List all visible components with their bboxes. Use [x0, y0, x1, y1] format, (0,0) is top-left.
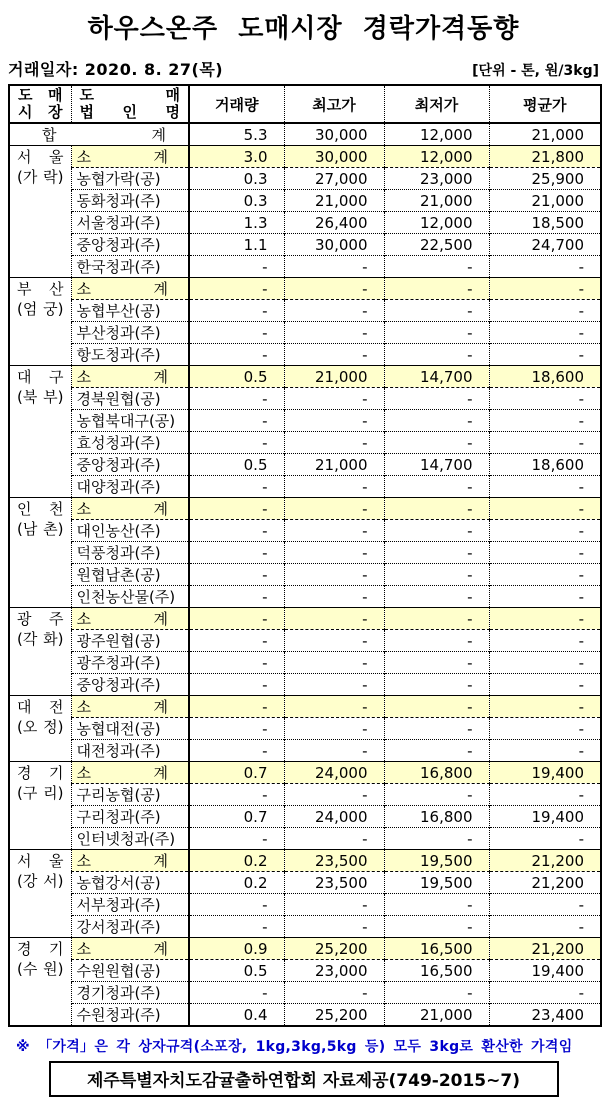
header-corp-line1: 도 매	[79, 86, 180, 104]
volume-cell: -	[189, 784, 284, 806]
avg-cell: -	[489, 740, 601, 762]
avg-cell: 24,700	[489, 234, 601, 256]
high-cell: -	[284, 674, 384, 696]
market-name: 대 구	[17, 368, 64, 386]
corp-name-cell: 부산청과(주)	[71, 322, 189, 344]
volume-cell: -	[189, 916, 284, 938]
high-cell: 21,000	[284, 454, 384, 476]
avg-cell: -	[489, 344, 601, 366]
avg-cell: 19,400	[489, 806, 601, 828]
high-cell: -	[284, 916, 384, 938]
low-cell: 14,700	[384, 454, 489, 476]
low-cell: -	[384, 916, 489, 938]
market-name: 서 울	[17, 148, 64, 166]
volume-cell: 0.4	[189, 1004, 284, 1027]
market-subname: (엄 궁)	[17, 300, 64, 318]
header-row	[9, 85, 601, 123]
avg-cell: -	[489, 894, 601, 916]
low-cell: -	[384, 476, 489, 498]
high-cell: -	[284, 432, 384, 454]
volume-cell: -	[189, 476, 284, 498]
corp-name-cell: 인천농산물(주)	[71, 586, 189, 608]
high-cell: -	[284, 982, 384, 1004]
table-row	[9, 1004, 601, 1027]
subtotal-label-cell: 소 계	[71, 762, 189, 784]
avg-cell: -	[489, 608, 601, 630]
table-row	[9, 366, 601, 388]
table-row	[9, 498, 601, 520]
avg-cell: -	[489, 432, 601, 454]
low-cell: -	[384, 608, 489, 630]
volume-cell: 0.9	[189, 938, 284, 960]
market-subname: (북 부)	[17, 388, 64, 406]
avg-cell: -	[489, 718, 601, 740]
high-cell: -	[284, 696, 384, 718]
low-cell: 19,500	[384, 850, 489, 872]
header-volume: 거래량	[189, 85, 284, 123]
high-cell: -	[284, 784, 384, 806]
volume-cell: -	[189, 828, 284, 850]
low-cell: 22,500	[384, 234, 489, 256]
corp-name-cell: 원협남촌(공)	[71, 564, 189, 586]
low-cell: -	[384, 696, 489, 718]
volume-cell: -	[189, 410, 284, 432]
high-cell: -	[284, 828, 384, 850]
table-row	[9, 454, 601, 476]
volume-cell: -	[189, 586, 284, 608]
market-name: 경 기	[17, 764, 64, 782]
low-cell: -	[384, 586, 489, 608]
market-name: 경 기	[17, 940, 64, 958]
avg-cell: 19,400	[489, 960, 601, 982]
high-cell: 23,000	[284, 960, 384, 982]
low-cell: -	[384, 674, 489, 696]
market-subname: (강 서)	[17, 872, 64, 890]
volume-cell: -	[189, 388, 284, 410]
corp-name-cell: 경기청과(주)	[71, 982, 189, 1004]
high-cell: -	[284, 542, 384, 564]
avg-cell: -	[489, 542, 601, 564]
avg-cell: -	[489, 256, 601, 278]
high-cell: -	[284, 322, 384, 344]
volume-cell: -	[189, 278, 284, 300]
page-title: 하우스온주 도매시장 경락가격동향	[87, 14, 520, 44]
table-row	[9, 762, 601, 784]
volume-cell: 1.3	[189, 212, 284, 234]
avg-cell: 21,800	[489, 146, 601, 168]
volume-cell: -	[189, 608, 284, 630]
volume-cell: -	[189, 740, 284, 762]
table-row	[9, 696, 601, 718]
table-row	[9, 960, 601, 982]
avg-cell: -	[489, 498, 601, 520]
avg-cell: 21,200	[489, 938, 601, 960]
table-row	[9, 388, 601, 410]
avg-cell: 21,000	[489, 123, 601, 146]
table-row	[9, 916, 601, 938]
volume-cell: 1.1	[189, 234, 284, 256]
corp-name-cell: 서부청과(주)	[71, 894, 189, 916]
header-market	[9, 85, 71, 123]
table-row	[9, 718, 601, 740]
high-cell: -	[284, 256, 384, 278]
avg-cell: -	[489, 410, 601, 432]
low-cell: -	[384, 828, 489, 850]
unit-note: [단위 - 톤, 원/3kg]	[472, 63, 599, 79]
market-name: 서 울	[17, 852, 64, 870]
volume-cell: -	[189, 894, 284, 916]
volume-cell: -	[189, 344, 284, 366]
avg-cell: 19,400	[489, 762, 601, 784]
volume-cell: 0.2	[189, 872, 284, 894]
high-cell: -	[284, 608, 384, 630]
high-cell: 24,000	[284, 806, 384, 828]
source-box: 제주특별자치도감귤출하연합회 자료제공(749-2015~7)	[49, 1061, 559, 1097]
corp-name-cell: 수원청과(주)	[71, 1004, 189, 1027]
volume-cell: -	[189, 432, 284, 454]
avg-cell: -	[489, 630, 601, 652]
avg-cell: -	[489, 520, 601, 542]
market-name: 대 전	[17, 698, 64, 716]
avg-cell: 25,900	[489, 168, 601, 190]
volume-cell: 0.7	[189, 762, 284, 784]
subtotal-label-cell: 소 계	[71, 366, 189, 388]
market-subname: (수 원)	[17, 960, 64, 978]
table-row	[9, 872, 601, 894]
table-row	[9, 652, 601, 674]
avg-cell: -	[489, 564, 601, 586]
high-cell: -	[284, 300, 384, 322]
low-cell: 21,000	[384, 190, 489, 212]
avg-cell: -	[489, 916, 601, 938]
avg-cell: -	[489, 300, 601, 322]
market-cell	[9, 498, 71, 608]
corp-name-cell: 농협대전(공)	[71, 718, 189, 740]
table-row	[9, 674, 601, 696]
table-row	[9, 586, 601, 608]
volume-cell: -	[189, 718, 284, 740]
table-row	[9, 300, 601, 322]
corp-name-cell: 농협강서(공)	[71, 872, 189, 894]
price-table	[8, 84, 602, 1027]
corp-name-cell: 광주원협(공)	[71, 630, 189, 652]
market-cell	[9, 608, 71, 696]
table-row	[9, 894, 601, 916]
high-cell: 25,200	[284, 938, 384, 960]
high-cell: 23,500	[284, 872, 384, 894]
header-corp-line2: 법 인 명	[79, 103, 180, 121]
table-row	[9, 982, 601, 1004]
corp-name-cell: 강서청과(주)	[71, 916, 189, 938]
corp-name-cell: 한국청과(주)	[71, 256, 189, 278]
subtotal-label-cell: 소 계	[71, 938, 189, 960]
avg-cell: -	[489, 586, 601, 608]
avg-cell: 21,000	[489, 190, 601, 212]
volume-cell: 0.5	[189, 454, 284, 476]
low-cell: 19,500	[384, 872, 489, 894]
subtotal-label-cell: 소 계	[71, 850, 189, 872]
avg-cell: -	[489, 696, 601, 718]
corp-name-cell: 구리청과(주)	[71, 806, 189, 828]
market-name: 부 산	[17, 280, 64, 298]
low-cell: -	[384, 982, 489, 1004]
trade-date: 거래일자: 2020. 8. 27(목)	[8, 60, 224, 79]
volume-cell: -	[189, 696, 284, 718]
volume-cell: -	[189, 256, 284, 278]
price-footnote: ※ 「가격」은 각 상자규격(소포장, 1kg,3kg,5kg 등) 모두 3kg로 환산한 가격임	[16, 1039, 573, 1055]
volume-cell: -	[189, 674, 284, 696]
high-cell: -	[284, 498, 384, 520]
market-cell	[9, 762, 71, 850]
subtotal-label-cell: 소 계	[71, 696, 189, 718]
market-name: 인 천	[17, 500, 64, 518]
high-cell: -	[284, 630, 384, 652]
low-cell: 12,000	[384, 212, 489, 234]
market-cell	[9, 696, 71, 762]
header-market-line2: 시 장	[18, 103, 63, 121]
subtotal-label-cell: 소 계	[71, 146, 189, 168]
total-label-cell: 합 계	[42, 126, 166, 144]
table-row	[9, 740, 601, 762]
corp-name-cell: 덕풍청과(주)	[71, 542, 189, 564]
corp-name-cell: 대양청과(주)	[71, 476, 189, 498]
low-cell: -	[384, 652, 489, 674]
high-cell: 21,000	[284, 366, 384, 388]
table-row	[9, 190, 601, 212]
high-cell: -	[284, 410, 384, 432]
table-row	[9, 146, 601, 168]
low-cell: -	[384, 410, 489, 432]
avg-cell: -	[489, 476, 601, 498]
avg-cell: -	[489, 674, 601, 696]
table-row	[9, 212, 601, 234]
low-cell: 16,800	[384, 806, 489, 828]
low-cell: -	[384, 542, 489, 564]
table-row	[9, 564, 601, 586]
low-cell: 23,000	[384, 168, 489, 190]
avg-cell: -	[489, 982, 601, 1004]
table-row	[9, 806, 601, 828]
table-row	[9, 938, 601, 960]
low-cell: -	[384, 630, 489, 652]
volume-cell: 0.2	[189, 850, 284, 872]
volume-cell: -	[189, 630, 284, 652]
corp-name-cell: 항도청과(주)	[71, 344, 189, 366]
avg-cell: -	[489, 784, 601, 806]
corp-name-cell: 농협부산(공)	[71, 300, 189, 322]
volume-cell: -	[189, 300, 284, 322]
high-cell: 26,400	[284, 212, 384, 234]
corp-name-cell: 중앙청과(주)	[71, 234, 189, 256]
corp-name-cell: 중앙청과(주)	[71, 454, 189, 476]
avg-cell: -	[489, 278, 601, 300]
header-avg: 평균가	[489, 85, 601, 123]
low-cell: -	[384, 718, 489, 740]
low-cell: 16,500	[384, 938, 489, 960]
table-row	[9, 344, 601, 366]
low-cell: -	[384, 344, 489, 366]
market-name: 광 주	[17, 610, 64, 628]
market-cell	[9, 278, 71, 366]
corp-name-cell: 대인농산(주)	[71, 520, 189, 542]
high-cell: 27,000	[284, 168, 384, 190]
volume-cell: 0.3	[189, 190, 284, 212]
high-cell: 30,000	[284, 146, 384, 168]
high-cell: -	[284, 652, 384, 674]
avg-cell: -	[489, 322, 601, 344]
high-cell: -	[284, 740, 384, 762]
market-subname: (가 락)	[17, 168, 64, 186]
high-cell: -	[284, 586, 384, 608]
low-cell: -	[384, 784, 489, 806]
corp-name-cell: 중앙청과(주)	[71, 674, 189, 696]
corp-name-cell: 효성청과(주)	[71, 432, 189, 454]
low-cell: -	[384, 388, 489, 410]
market-subname: (오 정)	[17, 718, 64, 736]
avg-cell: 18,600	[489, 366, 601, 388]
corp-name-cell: 경북원협(공)	[71, 388, 189, 410]
corp-name-cell: 구리농협(공)	[71, 784, 189, 806]
table-body	[9, 123, 601, 1026]
table-row	[9, 520, 601, 542]
volume-cell: -	[189, 652, 284, 674]
header-corp	[71, 85, 189, 123]
low-cell: -	[384, 432, 489, 454]
high-cell: -	[284, 344, 384, 366]
market-cell	[9, 366, 71, 498]
high-cell: 30,000	[284, 234, 384, 256]
low-cell: -	[384, 322, 489, 344]
high-cell: -	[284, 388, 384, 410]
high-cell: 23,500	[284, 850, 384, 872]
market-subname: (구 리)	[17, 784, 64, 802]
avg-cell: 18,600	[489, 454, 601, 476]
high-cell: -	[284, 476, 384, 498]
avg-cell: 21,200	[489, 872, 601, 894]
table-row	[9, 168, 601, 190]
volume-cell: -	[189, 542, 284, 564]
high-cell: -	[284, 718, 384, 740]
table-row	[9, 234, 601, 256]
avg-cell: 18,500	[489, 212, 601, 234]
avg-cell: -	[489, 388, 601, 410]
subtotal-label-cell: 소 계	[71, 498, 189, 520]
meta-row	[0, 57, 607, 84]
market-cell	[9, 146, 71, 278]
volume-cell: -	[189, 520, 284, 542]
avg-cell: -	[489, 828, 601, 850]
market-subname: (남 촌)	[17, 520, 64, 538]
corp-name-cell: 대전청과(주)	[71, 740, 189, 762]
volume-cell: -	[189, 322, 284, 344]
volume-cell: -	[189, 982, 284, 1004]
corp-name-cell: 농협북대구(공)	[71, 410, 189, 432]
table-row	[9, 432, 601, 454]
corp-name-cell: 서울청과(주)	[71, 212, 189, 234]
high-cell: 24,000	[284, 762, 384, 784]
low-cell: -	[384, 256, 489, 278]
table-row	[9, 256, 601, 278]
low-cell: -	[384, 498, 489, 520]
volume-cell: -	[189, 498, 284, 520]
table-row	[9, 410, 601, 432]
corp-name-cell: 광주청과(주)	[71, 652, 189, 674]
volume-cell: 0.5	[189, 366, 284, 388]
avg-cell: 21,200	[489, 850, 601, 872]
low-cell: 16,800	[384, 762, 489, 784]
subtotal-label-cell: 소 계	[71, 278, 189, 300]
low-cell: 21,000	[384, 1004, 489, 1027]
header-low: 최저가	[384, 85, 489, 123]
low-cell: 14,700	[384, 366, 489, 388]
low-cell: -	[384, 278, 489, 300]
table-row	[9, 608, 601, 630]
low-cell: 12,000	[384, 123, 489, 146]
low-cell: 16,500	[384, 960, 489, 982]
table-row	[9, 828, 601, 850]
corp-name-cell: 농협가락(공)	[71, 168, 189, 190]
low-cell: -	[384, 564, 489, 586]
table-row	[9, 850, 601, 872]
avg-cell: -	[489, 652, 601, 674]
volume-cell: -	[189, 564, 284, 586]
table-row	[9, 278, 601, 300]
high-cell: 30,000	[284, 123, 384, 146]
low-cell: 12,000	[384, 146, 489, 168]
high-cell: 25,200	[284, 1004, 384, 1027]
volume-cell: 3.0	[189, 146, 284, 168]
market-cell	[9, 938, 71, 1027]
header-high: 최고가	[284, 85, 384, 123]
high-cell: -	[284, 520, 384, 542]
market-cell	[9, 850, 71, 938]
high-cell: -	[284, 564, 384, 586]
table-row	[9, 476, 601, 498]
high-cell: -	[284, 894, 384, 916]
table-row	[9, 630, 601, 652]
corp-name-cell: 인터넷청과(주)	[71, 828, 189, 850]
volume-cell: 5.3	[189, 123, 284, 146]
total-row	[9, 123, 601, 146]
low-cell: -	[384, 894, 489, 916]
low-cell: -	[384, 740, 489, 762]
high-cell: -	[284, 278, 384, 300]
high-cell: 21,000	[284, 190, 384, 212]
avg-cell: 23,400	[489, 1004, 601, 1027]
market-subname: (각 화)	[17, 630, 64, 648]
header-market-line1: 도 매	[18, 86, 63, 104]
table-row	[9, 542, 601, 564]
corp-name-cell: 동화청과(주)	[71, 190, 189, 212]
volume-cell: 0.5	[189, 960, 284, 982]
table-row	[9, 322, 601, 344]
low-cell: -	[384, 300, 489, 322]
volume-cell: 0.7	[189, 806, 284, 828]
low-cell: -	[384, 520, 489, 542]
volume-cell: 0.3	[189, 168, 284, 190]
corp-name-cell: 수원원협(공)	[71, 960, 189, 982]
subtotal-label-cell: 소 계	[71, 608, 189, 630]
table-header	[9, 85, 601, 123]
table-row	[9, 784, 601, 806]
